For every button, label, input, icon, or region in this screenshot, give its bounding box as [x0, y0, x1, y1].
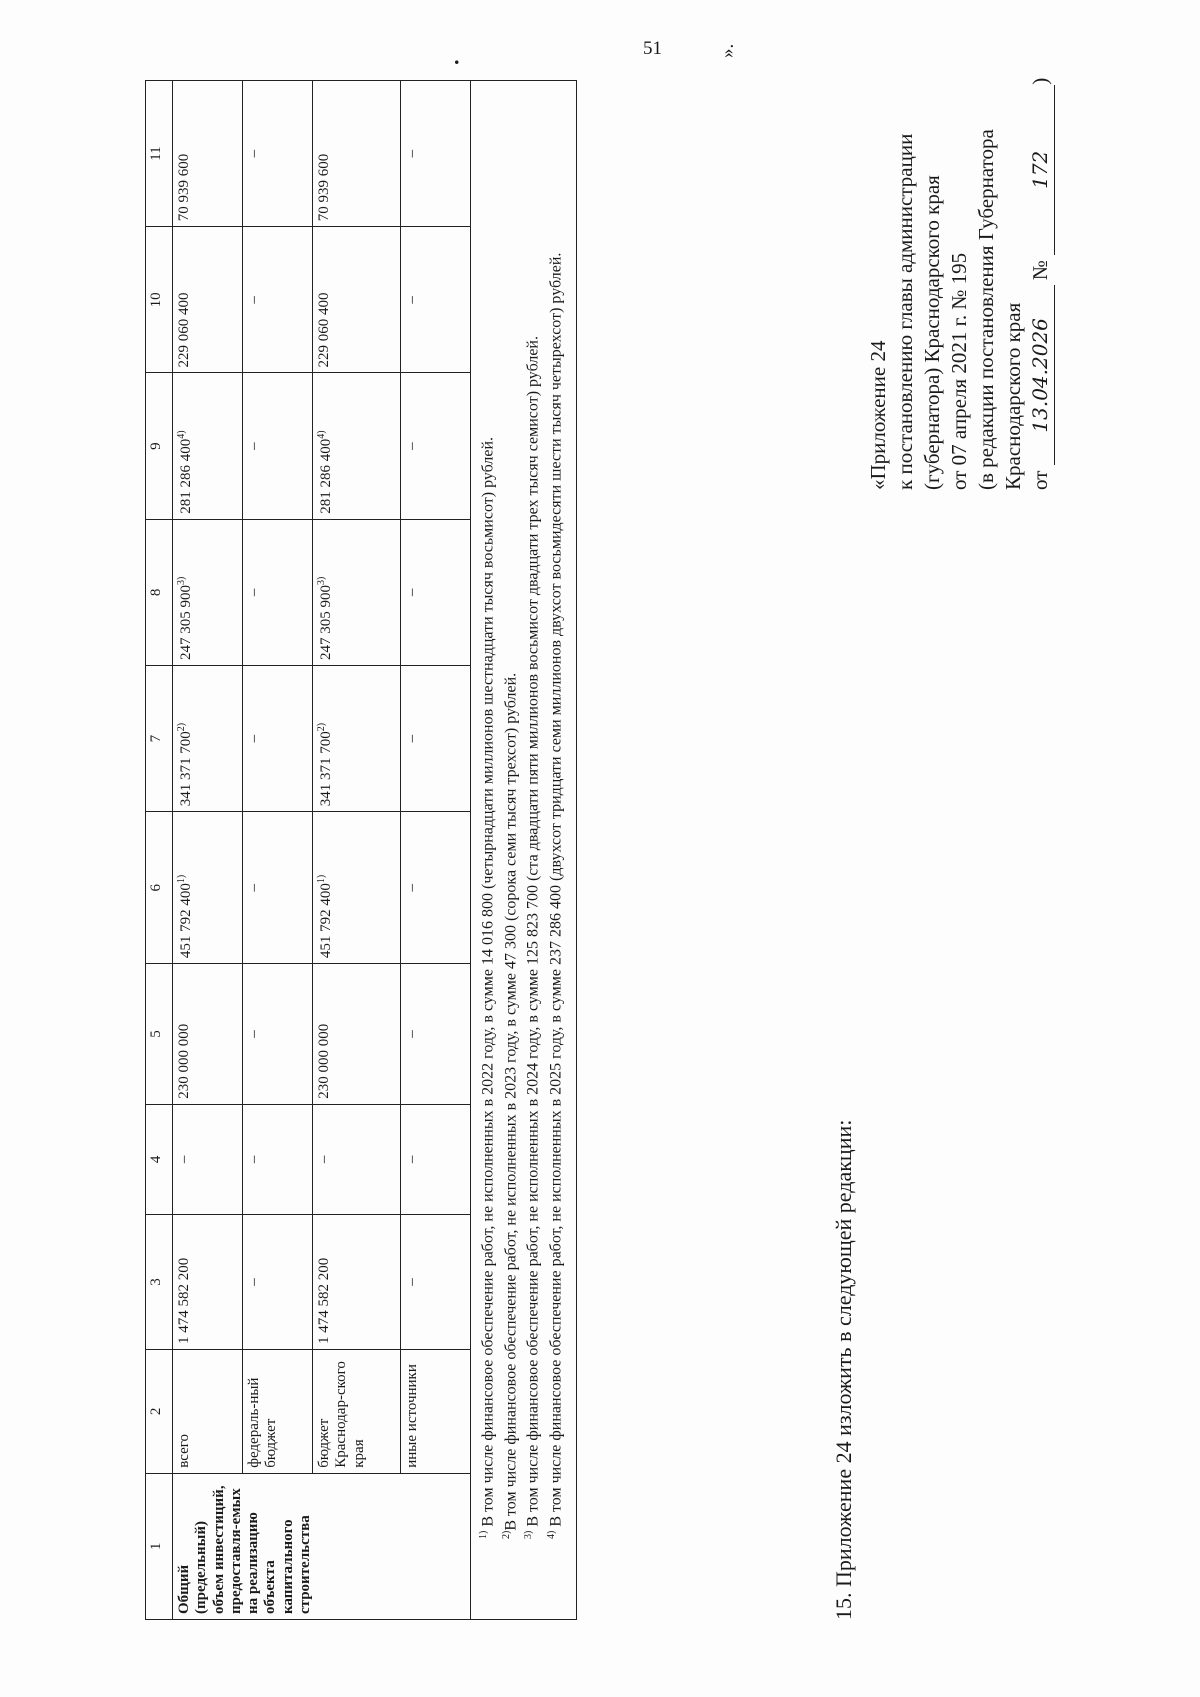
row-label-cell: Общий (предельный) объем инвестиций, предоставля-емых на реализацию объекта капитального строительства — [173, 1473, 471, 1619]
footnote-text: В том числе финансовое обеспечение работ, не исполненных в 2023 году, в сумме 47 300 (сорока семи тысяч трехсот) рублей. — [502, 672, 520, 1531]
col-header-4: 4 — [146, 1104, 173, 1214]
value-cell: – — [243, 666, 313, 812]
source-cell: федераль-ный бюджет — [243, 1350, 313, 1474]
footnote — [522, 91, 545, 1609]
footnote-mark: 3) — [176, 576, 187, 585]
value-text: 247 305 900 — [318, 585, 334, 660]
value-cell — [313, 519, 401, 665]
footnote-mark: 3) — [316, 576, 327, 585]
footnote — [500, 91, 523, 1609]
value-cell: – — [401, 964, 471, 1105]
col-header-7: 7 — [146, 666, 173, 812]
value-cell: – — [401, 1104, 471, 1214]
value-text: 247 305 900 — [178, 585, 194, 660]
value-cell: – — [401, 81, 471, 227]
value-cell: – — [243, 519, 313, 665]
col-header-11: 11 — [146, 81, 173, 227]
col-header-6: 6 — [146, 812, 173, 964]
value-cell — [173, 373, 243, 519]
value-cell: – — [243, 227, 313, 373]
annex-line: от 07 апреля 2021 г. № 195 — [947, 252, 971, 490]
annex-title: «Приложение 24 — [866, 340, 890, 490]
value-text: 451 792 400 — [318, 883, 334, 959]
footnote-mark: 2) — [500, 1530, 512, 1539]
value-cell: – — [243, 81, 313, 227]
table-row — [173, 81, 243, 1620]
closing-quote-mark: ». — [717, 43, 738, 58]
value-cell: – — [243, 812, 313, 964]
footnote-text: В том числе финансовое обеспечение работ, не исполненных в 2024 году, в сумме 125 823 700 (ста двадцати пяти миллионов восьмисот двадцати трех тысяч семисот) рублей. — [524, 336, 542, 1527]
value-text: 281 286 400 — [318, 438, 334, 514]
col-header-2: 2 — [146, 1350, 173, 1474]
value-cell: 70 939 600 — [313, 81, 401, 227]
value-cell — [173, 666, 243, 812]
close-paren: ) — [1028, 77, 1052, 85]
value-cell: 229 060 400 — [173, 227, 243, 373]
value-cell: 229 060 400 — [313, 227, 401, 373]
footnote-text: В том числе финансовое обеспечение работ, не исполненных в 2022 году, в сумме 14 016 800 (четырнадцати миллионов шестнадцати тысяч восьмисот) рублей. — [479, 436, 497, 1527]
amendment-instruction: 15. Приложение 24 изложить в следующей редакции: — [831, 1119, 856, 1620]
value-cell: – — [243, 1215, 313, 1350]
value-cell: – — [401, 373, 471, 519]
annex-line: к постановлению главы администрации — [893, 133, 917, 490]
value-cell — [313, 812, 401, 964]
source-cell: иные источники — [401, 1350, 471, 1474]
footnote — [545, 91, 568, 1609]
footnote-mark: 4) — [546, 1530, 558, 1539]
footnote-mark: 4) — [316, 430, 327, 439]
col-header-9: 9 — [146, 373, 173, 519]
value-text: 341 371 700 — [318, 731, 334, 807]
footnote-mark: 1) — [316, 874, 327, 884]
value-text: 341 371 700 — [178, 731, 194, 807]
value-cell: 70 939 600 — [173, 81, 243, 227]
col-header-10: 10 — [146, 227, 173, 373]
value-cell: – — [401, 666, 471, 812]
col-header-1: 1 — [146, 1473, 173, 1619]
value-cell — [173, 812, 243, 964]
page-number: 51 — [643, 38, 662, 59]
footnotes-cell — [471, 81, 577, 1620]
value-text: 281 286 400 — [178, 438, 194, 514]
value-cell: – — [243, 1104, 313, 1214]
footnotes-row — [471, 81, 577, 1620]
value-cell — [313, 666, 401, 812]
value-cell: 230 000 000 — [313, 964, 401, 1105]
number-label: № — [1028, 260, 1052, 281]
value-cell: – — [243, 373, 313, 519]
annex-line: (в редакции постановления Губернатора — [974, 129, 998, 490]
header-row — [146, 81, 173, 1620]
footnote-mark: 2) — [316, 722, 327, 732]
footnote — [477, 91, 500, 1609]
value-cell: – — [173, 1104, 243, 1214]
investment-table — [145, 80, 577, 1620]
col-header-3: 3 — [146, 1215, 173, 1350]
footnote-mark: 2) — [176, 722, 187, 732]
page-dot-mark: . — [454, 44, 460, 69]
investment-table-container — [145, 80, 577, 1620]
annex-date-line — [1027, 78, 1054, 490]
value-cell: 1 474 582 200 — [173, 1215, 243, 1350]
annex-header-block — [865, 78, 1054, 490]
annex-line: (губернатора) Краснодарского края — [920, 175, 944, 490]
handwritten-number: 172 — [1028, 85, 1055, 255]
value-cell: – — [313, 1104, 401, 1214]
value-cell: – — [401, 519, 471, 665]
footnote-mark: 1) — [478, 1530, 489, 1539]
value-text: 451 792 400 — [178, 883, 194, 959]
col-header-5: 5 — [146, 964, 173, 1105]
table-row — [401, 81, 471, 1620]
from-label: от — [1028, 470, 1052, 490]
handwritten-date: 13.04.2026 — [1028, 285, 1055, 465]
value-cell: – — [401, 812, 471, 964]
source-cell: всего — [173, 1350, 243, 1474]
value-cell: – — [243, 964, 313, 1105]
footnote-text: В том числе финансовое обеспечение работ, не исполненных в 2025 году, в сумме 237 286 400 (двухсот тридцати семи миллионов двухсот восьмидесяти шести тысяч четырехсот) рублей. — [547, 252, 565, 1527]
value-cell: – — [401, 227, 471, 373]
rotated-landscape-content — [145, 43, 1065, 1620]
value-cell — [313, 373, 401, 519]
footnote-mark: 3) — [523, 1530, 535, 1539]
table-row — [243, 81, 313, 1620]
annex-line: Краснодарского края — [1001, 302, 1025, 490]
value-cell: 230 000 000 — [173, 964, 243, 1105]
footnote-mark: 1) — [176, 874, 187, 884]
value-cell: 1 474 582 200 — [313, 1215, 401, 1350]
footnote-mark: 4) — [176, 430, 187, 439]
value-cell: – — [401, 1215, 471, 1350]
value-cell — [173, 519, 243, 665]
col-header-8: 8 — [146, 519, 173, 665]
source-cell: бюджет Краснодар-ского края — [313, 1350, 401, 1474]
table-row — [313, 81, 401, 1620]
